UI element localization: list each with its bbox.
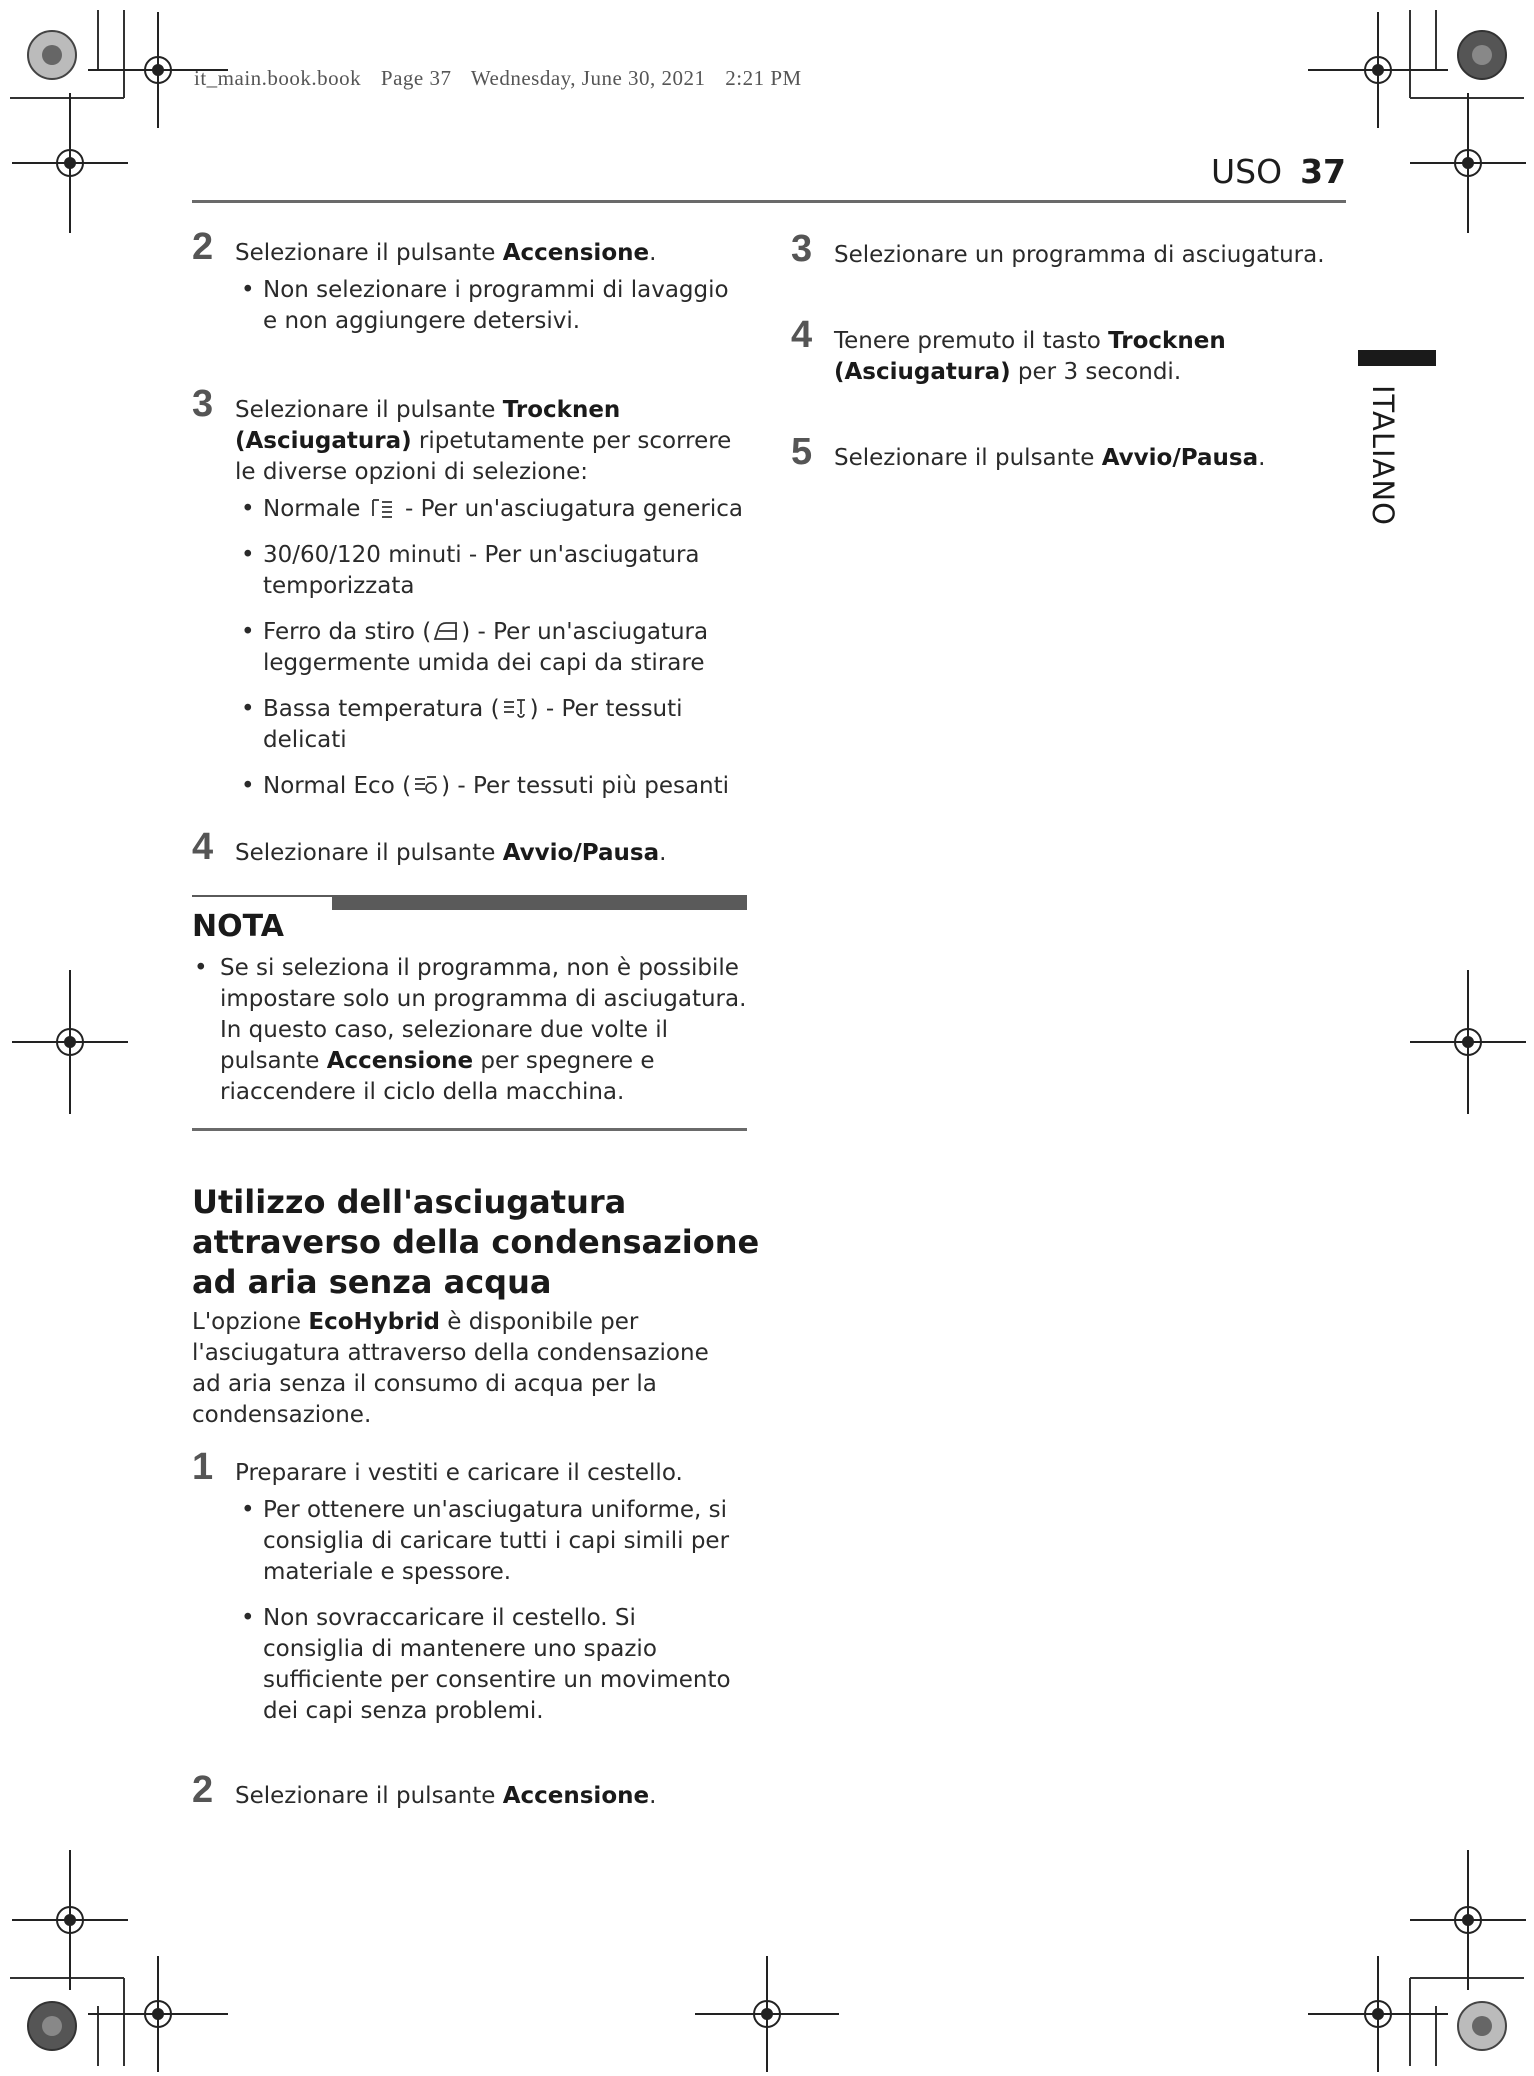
step-text: Selezionare il pulsante Avvio/Pausa. <box>834 445 1266 471</box>
print-header-time: 2:21 PM <box>725 66 802 90</box>
list-item: • 30/60/120 minuti - Per un'asciugatura temporizzata <box>235 540 770 602</box>
intro-paragraph: L'opzione EcoHybrid è disponibile per l'asciugatura attraverso della condensazione ad aria senza il consumo di acqua per la condensazione. <box>192 1309 709 1428</box>
list-item: • Per ottenere un'asciugatura uniforme, si consiglia di caricare tutti i capi simili per materiale e spessore. <box>235 1495 735 1588</box>
print-header-file: it_main.book.book <box>194 66 362 90</box>
step-number: 2 <box>192 226 214 268</box>
section-name: USO <box>1210 152 1283 191</box>
step-text: Tenere premuto il tasto Trocknen (Asciugatura) per 3 secondi. <box>834 328 1226 385</box>
step-number: 3 <box>192 383 214 425</box>
list-item: • Non sovraccaricare il cestello. Si consiglia di mantenere uno spazio sufficiente per consentire un movimento dei capi senza problemi. <box>235 1603 735 1727</box>
list-item: • Normale - Per un'asciugatura generica <box>235 494 770 525</box>
color-targets <box>28 31 1506 2050</box>
step-text: Selezionare un programma di asciugatura. <box>834 242 1325 268</box>
note-title: NOTA <box>192 909 284 944</box>
print-header-page: Page 37 <box>380 66 452 90</box>
step-text: Selezionare il pulsante Avvio/Pausa. <box>235 840 667 866</box>
crosshair-group <box>12 12 1526 2072</box>
step-number: 2 <box>192 1769 214 1811</box>
print-header-date: Wednesday, June 30, 2021 <box>470 66 706 90</box>
step-text: Selezionare il pulsante Accensione. <box>235 1783 657 1809</box>
step-number: 5 <box>791 431 813 473</box>
section-heading: Utilizzo dell'asciugatura attraverso della condensazione ad aria senza acqua <box>192 1183 760 1301</box>
step-number: 4 <box>791 314 813 356</box>
list-item: • Ferro da stiro ( ) - Per un'asciugatura leggermente umida dei capi da stirare <box>235 617 770 679</box>
step-number: 3 <box>791 228 813 270</box>
step-number: 4 <box>192 826 214 868</box>
note-body: • Se si seleziona il programma, non è possibile impostare solo un programma di asciugatura. In questo caso, selezionare due volte il pulsante Accensione per spegnere e riaccendere il ciclo della macchina. <box>192 953 747 1108</box>
step-text: Preparare i vestiti e caricare il cestello. <box>235 1460 683 1486</box>
step-number: 1 <box>192 1446 214 1488</box>
list-item: • Normal Eco ( ) - Per tessuti più pesanti <box>235 771 770 802</box>
step-text: Selezionare il pulsante Trocknen (Asciugatura) ripetutamente per scorrere le diverse opzioni di selezione: <box>235 397 732 485</box>
language-tab-label: ITALIANO <box>1366 385 1400 526</box>
page-number: 37 <box>1300 152 1346 191</box>
step-text: Selezionare il pulsante Accensione. <box>235 240 657 266</box>
list-item: • Bassa temperatura ( ) - Per tessuti delicati <box>235 694 770 756</box>
list-item: • Non selezionare i programmi di lavaggio e non aggiungere detersivi. <box>235 275 735 337</box>
